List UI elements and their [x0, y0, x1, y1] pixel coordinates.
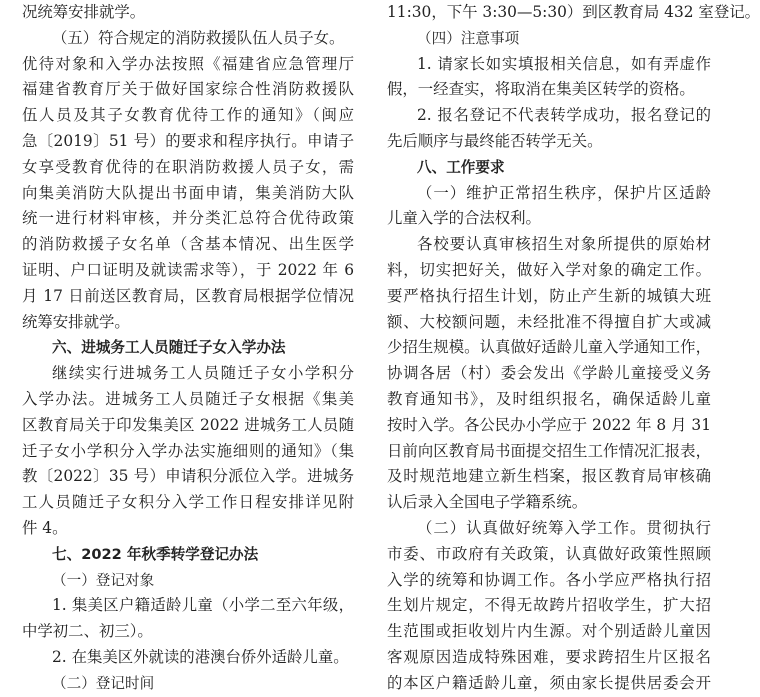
left-text-line: 福建省教育厅关于做好国家综合性消防救援队 [22, 80, 354, 99]
right-text-line: 额、大校额问题，未经批准不得擅自扩大或减 [387, 312, 711, 331]
right-text-line: 日前向区教育局书面提交招生工作情况汇报表， [387, 441, 711, 460]
right-text-line: 料，切实把好关，做好入学对象的确定工作。 [387, 260, 711, 279]
right-text-line: 按时入学。各公民办小学应于 2022 年 8 月 31 [387, 415, 711, 434]
left-text-line: 2. 在集美区外就读的港澳台侨外适龄儿童。 [52, 647, 349, 666]
left-text-line: 况统筹安排就学。 [22, 3, 146, 21]
left-subheading: （一）登记对象 [52, 571, 155, 589]
right-text-line: 客观原因造成特殊困难，要求跨招生片区报名 [387, 647, 711, 666]
left-text-line: 继续实行进城务工人员随迁子女小学积分 [52, 364, 354, 383]
right-text-line: （一）维护正常招生秩序，保护片区适龄 [417, 183, 711, 202]
right-text-line: 入学的统筹和协调工作。各小学应严格执行招 [387, 570, 711, 589]
left-text-line: 向集美消防大队提出书面申请，集美消防大队 [22, 183, 354, 202]
left-text-line: 教〔2022〕35 号）申请积分派位入学。进城务 [22, 467, 354, 486]
left-text-line: 证明、户口证明及就读需求等），于 2022 年 6 [22, 260, 354, 279]
right-text-line: 2. 报名登记不代表转学成功，报名登记的 [417, 106, 711, 125]
left-text-line: 急〔2019〕51 号）的要求和程序执行。申请子 [22, 131, 354, 150]
left-text-line: 的消防救援子女名单（含基本情况、出生医学 [22, 235, 354, 254]
right-text-line: （二）认真做好统筹入学工作。贯彻执行 [417, 518, 711, 537]
right-text-line: 市委、市政府有关政策，认真做好政策性照顾 [387, 544, 711, 563]
left-text-line: 优待对象和入学办法按照《福建省应急管理厅 [22, 54, 354, 73]
left-text-line: 区教育局关于印发集美区 2022 进城务工人员随 [22, 415, 354, 434]
right-text-line: 各校要认真审核招生对象所提供的原始材 [417, 235, 711, 254]
right-text-line: 及时规范地建立新生档案，报区教育局审核确 [387, 467, 711, 486]
left-text-line: （五）符合规定的消防救援队伍人员子女。 [52, 28, 345, 47]
left-text-column [22, 0, 354, 697]
right-text-line: 先后顺序与最终能否转学无关。 [387, 131, 603, 150]
right-text-line: 少招生规模。认真做好适龄儿童入学通知工作， [387, 338, 711, 357]
right-text-line: 协调各居（村）委会发出《学龄儿童接受义务 [387, 364, 711, 383]
left-text-line: 统一进行材料审核，并分类汇总符合优待政策 [22, 209, 354, 228]
left-text-line: 工人员随迁子女积分入学工作日程安排详见附 [22, 493, 354, 512]
right-text-line: 的本区户籍适龄儿童，须由家长提供居委会开 [387, 673, 711, 692]
left-section-heading: 六、进城务工人员随迁子女入学办法 [52, 339, 286, 357]
left-text-line: 统筹安排就学。 [22, 312, 130, 331]
left-text-line: 女享受教育优待的在职消防救援人员子女，需 [22, 157, 354, 176]
right-text-line: 假，一经查实，将取消在集美区转学的资格。 [387, 80, 695, 99]
right-text-line: 生划片规定，不得无故跨片招收学生，扩大招 [387, 596, 711, 615]
left-text-line: 迁子女小学积分入学办法实施细则的通知》（集 [22, 441, 354, 460]
left-text-line: 伍人员及其子女教育优待工作的通知》（闽应 [22, 106, 354, 125]
left-text-line: 1. 集美区户籍适龄儿童（小学二至六年级， [52, 596, 354, 615]
right-text-line: 认后录入全国电子学籍系统。 [387, 493, 588, 512]
left-text-line: 中学初二、初三）。 [22, 622, 153, 641]
left-text-line: 入学办法。进城务工人员随迁子女根据《集美 [22, 389, 354, 408]
right-text-line: 教育通知书》，及时组织报名，确保适龄儿童 [387, 389, 711, 408]
right-text-line: 11:30，下午 3:30—5:30）到区教育局 432 室登记。 [387, 3, 760, 21]
right-text-line: 儿童入学的合法权利。 [387, 209, 541, 228]
right-text-line: 1. 请家长如实填报相关信息，如有弄虚作 [417, 54, 711, 73]
left-text-line: 月 17 日前送区教育局，区教育局根据学位情况 [22, 286, 354, 305]
left-section-heading: 七、2022 年秋季转学登记办法 [52, 545, 259, 563]
left-subheading: （二）登记时间 [52, 674, 155, 692]
left-text-line: 件 4。 [22, 518, 68, 537]
right-text-line: 要严格执行招生计划，防止产生新的城镇大班 [387, 286, 711, 305]
right-text-column [387, 0, 760, 697]
right-subheading: （四）注意事项 [417, 29, 520, 47]
right-text-line: 生范围或拒收划片内生源。对个别适龄儿童因 [387, 622, 711, 641]
right-section-heading: 八、工作要求 [417, 158, 505, 176]
